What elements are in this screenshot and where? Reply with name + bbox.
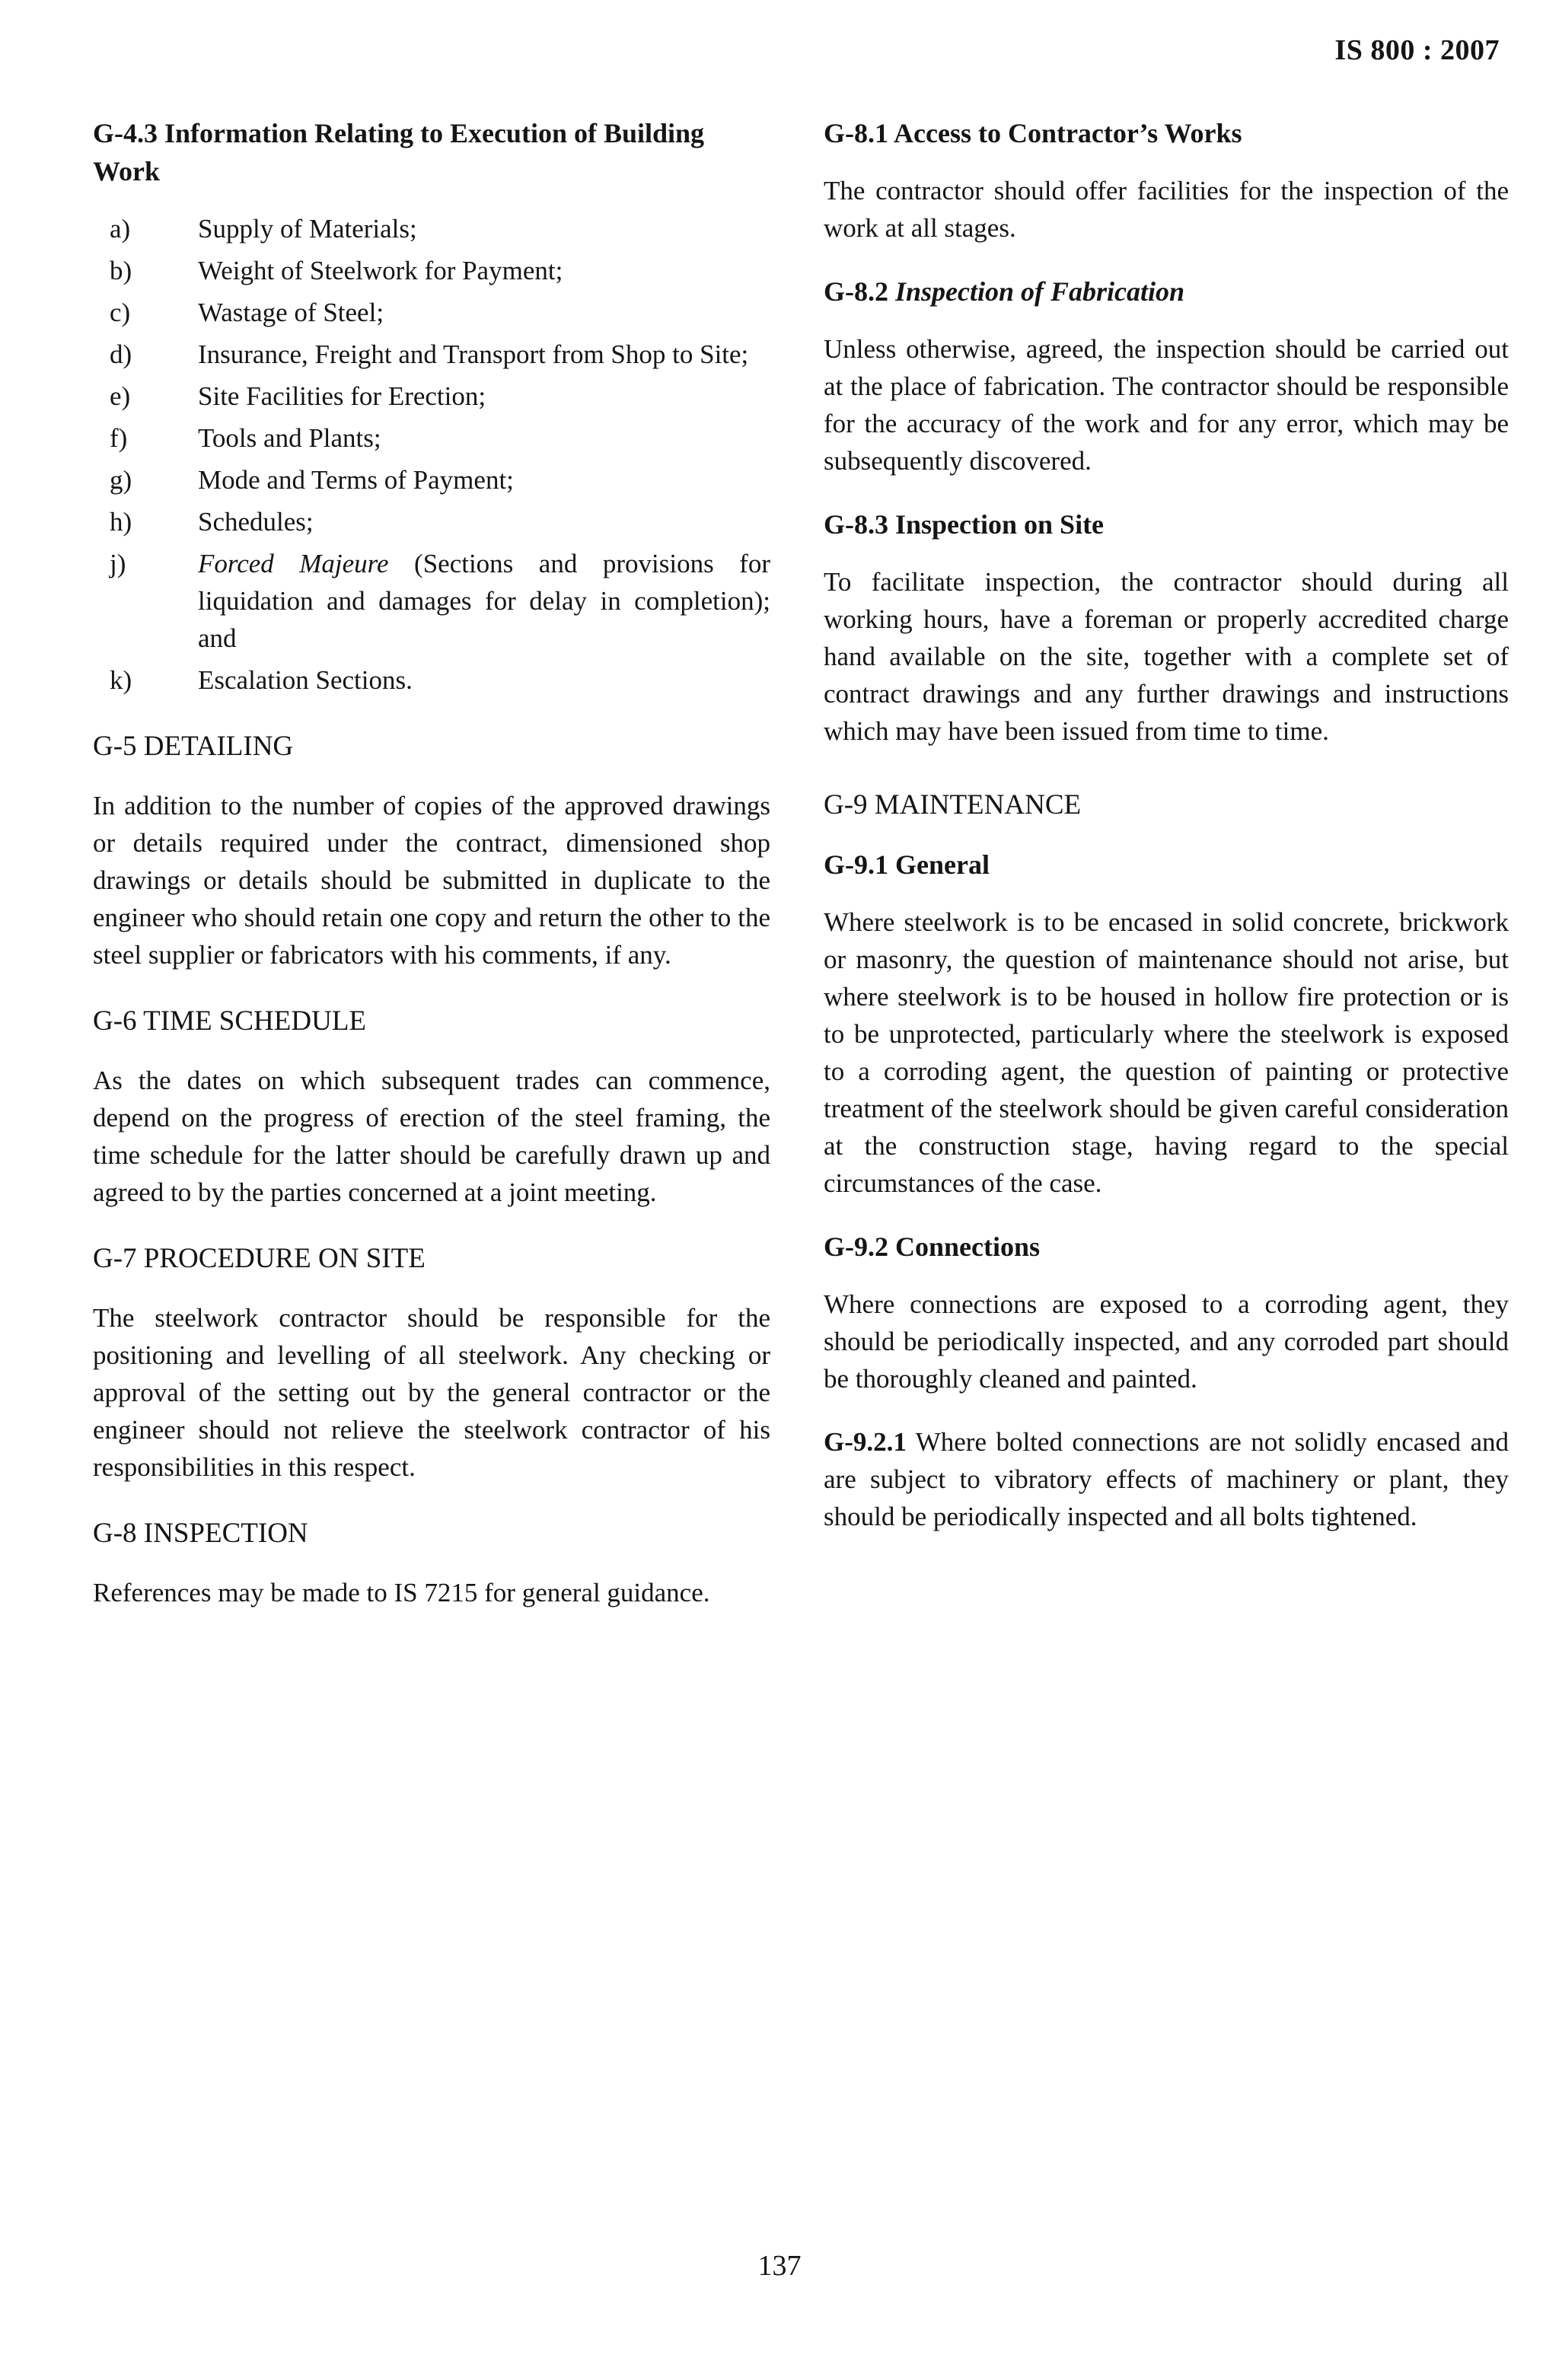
list-marker: k) bbox=[110, 665, 132, 695]
g92-heading: G-9.2 Connections bbox=[824, 1231, 1041, 1262]
g7-heading: G-7 PROCEDURE ON SITE bbox=[93, 1243, 426, 1274]
list-item bbox=[93, 503, 770, 540]
list-item-text: Escalation Sections. bbox=[198, 665, 413, 695]
g921-number: G-9.2.1 bbox=[824, 1427, 907, 1457]
list-item-text: Mode and Terms of Payment; bbox=[198, 465, 514, 495]
list-marker: f) bbox=[110, 423, 128, 453]
g5-heading: G-5 DETAILING bbox=[93, 731, 294, 762]
right-column bbox=[824, 114, 1509, 1535]
list-item-text bbox=[198, 545, 770, 657]
g921-text: Where bolted connections are not solidly encased and are subject to vibratory effects of machinery or plant, they should be periodically inspected and all bolts tightened. bbox=[824, 1427, 1509, 1531]
list-marker: c) bbox=[110, 298, 131, 327]
list-marker: a) bbox=[110, 214, 131, 244]
list-item bbox=[93, 252, 770, 289]
list-item-text: Schedules; bbox=[198, 507, 314, 537]
g82-heading bbox=[824, 272, 1509, 311]
list-item bbox=[93, 419, 770, 457]
g82-title: Inspection of Fabrication bbox=[895, 276, 1185, 307]
list-item bbox=[93, 336, 770, 373]
g82-paragraph: Unless otherwise, agreed, the inspection should be carried out at the place of fabrication. The contractor should be responsible for the accuracy of the work and for any error, which may be subsequently discovered. bbox=[824, 334, 1509, 476]
g8-heading: G-8 INSPECTION bbox=[93, 1518, 308, 1549]
g5-paragraph: In addition to the number of copies of the approved drawings or details required under the contract, dimensioned shop drawings or details should be submitted in duplicate to the engineer who should retain one copy and return the other to the steel supplier or fabricators with his comments, if any. bbox=[93, 791, 770, 970]
list-item bbox=[93, 661, 770, 699]
g7-paragraph: The steelwork contractor should be responsible for the positioning and levelling of all steelwork. Any checking or approval of the setting out by the general contractor or the engineer should not relieve the steelwork contractor of his responsibilities in this respect. bbox=[93, 1303, 770, 1482]
left-column bbox=[93, 114, 770, 1611]
standard-code: IS 800 : 2007 bbox=[1334, 34, 1500, 66]
list-item bbox=[93, 378, 770, 415]
g43-heading: G-4.3 Information Relating to Execution of Building Work bbox=[93, 118, 705, 186]
list-marker: d) bbox=[110, 339, 132, 369]
list-item bbox=[93, 210, 770, 247]
list-marker: g) bbox=[110, 465, 132, 495]
g91-paragraph: Where steelwork is to be encased in solid concrete, brickwork or masonry, the question of maintenance should not arise, but where steelwork is to be housed in hollow fire protection or is to be unprotected, particularly where the steelwork is exposed to a corroding agent, the question of painting or protective treatment of the steelwork should be given careful consideration at the construction stage, having regard to the special circumstances of the case. bbox=[824, 907, 1509, 1198]
g9-heading: G-9 MAINTENANCE bbox=[824, 789, 1082, 820]
list-marker: j) bbox=[110, 549, 126, 578]
list-marker: e) bbox=[110, 381, 131, 411]
list-item-text: Insurance, Freight and Transport from Shop to Site; bbox=[198, 339, 749, 369]
list-item-text: Supply of Materials; bbox=[198, 214, 417, 244]
list-item bbox=[93, 545, 770, 657]
g81-heading: G-8.1 Access to Contractor’s Works bbox=[824, 118, 1242, 148]
list-item bbox=[93, 461, 770, 499]
list-item bbox=[93, 294, 770, 331]
forced-majeure-term: Forced Majeure bbox=[198, 549, 389, 578]
list-item-text: Wastage of Steel; bbox=[198, 298, 384, 327]
list-item-text: Site Facilities for Erection; bbox=[198, 381, 486, 411]
g81-paragraph: The contractor should offer facilities for the inspection of the work at all stages. bbox=[824, 176, 1509, 243]
g8-paragraph: References may be made to IS 7215 for general guidance. bbox=[93, 1578, 710, 1607]
g6-paragraph: As the dates on which subsequent trades can commence, depend on the progress of erection of the steel framing, the time schedule for the latter should be carefully drawn up and agreed to by the parties concerned at a joint meeting. bbox=[93, 1066, 770, 1207]
g921-paragraph bbox=[824, 1423, 1509, 1535]
g6-heading: G-6 TIME SCHEDULE bbox=[93, 1005, 367, 1037]
page-number: 137 bbox=[757, 2250, 802, 2282]
g82-number: G-8.2 bbox=[824, 276, 888, 307]
list-item-text: Tools and Plants; bbox=[198, 423, 381, 453]
g83-heading: G-8.3 Inspection on Site bbox=[824, 509, 1105, 540]
list-item-text: Weight of Steelwork for Payment; bbox=[198, 256, 563, 285]
g43-item-list bbox=[93, 210, 770, 699]
list-marker: h) bbox=[110, 507, 132, 537]
g91-heading: G-9.1 General bbox=[824, 849, 990, 880]
list-marker: b) bbox=[110, 256, 132, 285]
g92-paragraph: Where connections are exposed to a corroding agent, they should be periodically inspected, and any corroded part should be thoroughly cleaned and painted. bbox=[824, 1289, 1509, 1394]
list-item-rest: (Sections and provisions for liquidation and damages for delay in completion); and bbox=[198, 549, 770, 653]
g83-paragraph: To facilitate inspection, the contractor should during all working hours, have a foreman or properly accredited charge hand available on the site, together with a complete set of contract drawings and any further drawings and instructions which may have been issued from time to time. bbox=[824, 567, 1509, 746]
